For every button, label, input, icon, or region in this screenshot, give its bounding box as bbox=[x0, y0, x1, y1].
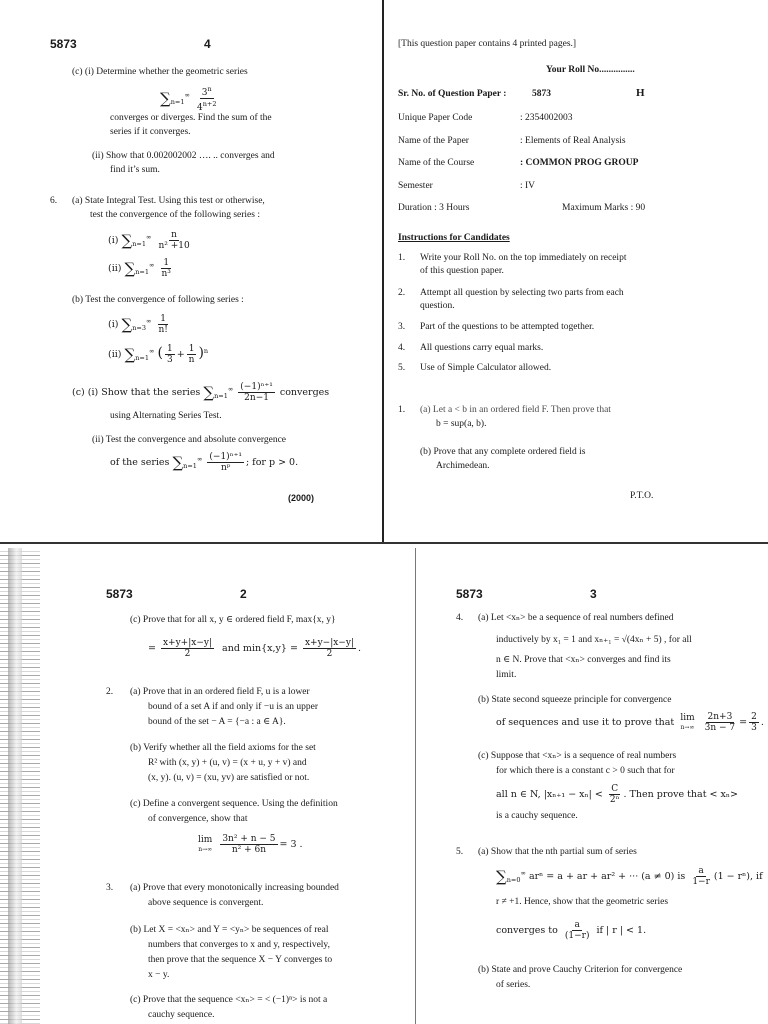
page-footer-code: (2000) bbox=[288, 493, 315, 503]
page-number: 2 bbox=[240, 587, 247, 601]
q5b-line2: of series. bbox=[496, 980, 531, 990]
page-number: 4 bbox=[204, 37, 211, 51]
q3c-line2: cauchy sequence. bbox=[148, 1010, 215, 1020]
page-divider-horizontal bbox=[0, 542, 768, 544]
q6-number: 6. bbox=[50, 196, 58, 206]
instruction-3: Part of the questions to be attempted together. bbox=[420, 322, 595, 332]
q5a-series-formula: $\sum_{n=0}^\infty$ arⁿ = a + ar + ar² + ··· (a ≠ 0) is $\frac{a}{1-r}$ (1 − rⁿ), if bbox=[496, 866, 763, 887]
info-label-paper: Name of the Paper bbox=[398, 136, 469, 146]
q4c-line4: is a cauchy sequence. bbox=[496, 811, 578, 821]
info-label-code: Unique Paper Code bbox=[398, 113, 473, 123]
info-label-course: Name of the Course bbox=[398, 158, 475, 168]
q2c-line1: (c) Define a convergent sequence. Using the definition bbox=[130, 799, 338, 809]
q1a-line1: (a) Let a < b in an ordered field F. Then prove that bbox=[420, 405, 611, 415]
page-4 bbox=[0, 0, 382, 542]
q6a-line1: (a) State Integral Test. Using this test or otherwise, bbox=[72, 196, 265, 206]
paper-code: 5873 bbox=[456, 587, 483, 601]
q6b-ii-formula: (ii) $\sum_{n=1}^\infty$ ( $\frac{1}{3}$ + $\frac{1}{n}$ )$^n$ bbox=[108, 344, 209, 365]
q2b-line1: (b) Verify whether all the field axioms for the set bbox=[130, 743, 316, 753]
header-note: [This question paper contains 4 printed pages.] bbox=[398, 39, 577, 49]
q5c-text-line2: converges or diverges. Find the sum of the bbox=[110, 113, 272, 123]
q5a-line3: r ≠ +1. Hence, show that the geometric series bbox=[496, 897, 669, 907]
q1a-line2: b = sup(a, b). bbox=[436, 419, 487, 429]
q5c-ii-line1: (ii) Show that 0.002002002 …. .. converges and bbox=[92, 151, 275, 161]
instruction-1-line1: Write your Roll No. on the top immediately on receipt bbox=[420, 253, 627, 263]
q3b-line2: numbers that converges to x and y, respectively, bbox=[148, 940, 330, 950]
instruction-4-number: 4. bbox=[398, 343, 406, 353]
info-value-semester: : IV bbox=[520, 181, 536, 191]
q2b-line3: (x, y). (u, v) = (xu, yv) are satisfied or not. bbox=[148, 773, 310, 783]
serial-label: Sr. No. of Question Paper : bbox=[398, 89, 507, 99]
q6b-line: (b) Test the convergence of following series : bbox=[72, 295, 244, 305]
q2a-line3: bound of the set − A = {−a : a ∈ A}. bbox=[148, 717, 286, 727]
q6a-i-formula: (i) $\sum_{n=1}^\infty$ $\frac{n}{\text{n² +10}}$ bbox=[108, 230, 190, 251]
q3b-line3: then prove that the sequence X − Y converges to bbox=[148, 955, 333, 965]
instruction-4: All questions carry equal marks. bbox=[420, 343, 544, 353]
q4a-line2: inductively by x₁ = 1 and xₙ₊₁ = √(4xₙ + 5) , for all bbox=[496, 635, 692, 645]
q1b-line2: Archimedean. bbox=[436, 461, 490, 471]
q4c-formula: all n ∈ N, |xₙ₊₁ − xₙ| < $\frac{C}{\text{2ⁿ}}$ . Then prove that < xₙ> bbox=[496, 784, 738, 805]
q2b-line2: R² with (x, y) + (u, v) = (x + u, y + v) and bbox=[148, 758, 307, 768]
q6c-i-line2: using Alternating Series Test. bbox=[110, 411, 222, 421]
q4c-line2: for which there is a constant c > 0 such that for bbox=[496, 766, 675, 776]
instruction-5-number: 5. bbox=[398, 363, 406, 373]
q3a-line1: (a) Prove that every monotonically increasing bounded bbox=[130, 883, 339, 893]
info-value-paper: : Elements of Real Analysis bbox=[520, 136, 626, 146]
q5c-ii-line2: find it’s sum. bbox=[110, 165, 160, 175]
q2c-line2: of convergence, show that bbox=[148, 814, 248, 824]
q3-number: 3. bbox=[106, 883, 114, 893]
q5a-line1: (a) Show that the nth partial sum of series bbox=[478, 847, 637, 857]
q4a-line4: limit. bbox=[496, 670, 517, 680]
scan-binding-shadow bbox=[8, 548, 22, 1024]
instruction-2-number: 2. bbox=[398, 288, 406, 298]
q1c-line1: (c) Prove that for all x, y ∈ ordered field F, max{x, y} bbox=[130, 615, 336, 625]
q1-number: 1. bbox=[398, 405, 406, 415]
q4c-line1: (c) Suppose that <xₙ> is a sequence of real numbers bbox=[478, 751, 677, 761]
serial-value: 5873 bbox=[532, 89, 551, 99]
instruction-2-line2: question. bbox=[420, 301, 455, 311]
q2a-line1: (a) Prove that in an ordered field F, u is a lower bbox=[130, 687, 310, 697]
q4b-line1: (b) State second squeeze principle for convergence bbox=[478, 695, 672, 705]
page-number: 3 bbox=[590, 587, 597, 601]
q5b-line1: (b) State and prove Cauchy Criterion for convergence bbox=[478, 965, 683, 975]
info-value-code: : 2354002003 bbox=[520, 113, 573, 123]
roll-number-field: Your Roll No............... bbox=[546, 65, 635, 75]
q6c-i-formula: (c) (i) Show that the series $\sum_{n=1}^\infty$ $\frac{\text{(−1)ⁿ⁺¹}}{2n-1}$ converges bbox=[72, 382, 330, 403]
duration: Duration : 3 Hours bbox=[398, 203, 470, 213]
instruction-5: Use of Simple Calculator allowed. bbox=[420, 363, 552, 373]
instruction-1-number: 1. bbox=[398, 253, 406, 263]
info-label-semester: Semester bbox=[398, 181, 433, 191]
q2-number: 2. bbox=[106, 687, 114, 697]
q6c-ii-line1: (ii) Test the convergence and absolute convergence bbox=[92, 435, 287, 445]
q4b-limit-formula: of sequences and use it to prove that lim n→∞ $\frac{2n+3}{3n - 7}$ = $\frac{2}{3}$ . bbox=[496, 712, 764, 733]
q5a-conv-formula: converges to $\frac{a}{(1-r)}$ if | r | < 1. bbox=[496, 920, 647, 941]
q4a-line1: (a) Let <xₙ> be a sequence of real numbers defined bbox=[478, 613, 674, 623]
max-marks: Maximum Marks : 90 bbox=[562, 203, 646, 213]
q2c-limit-formula: lim n→∞ $\frac{\text{3n² + n − 5}}{\text{n² + 6n}}$ = 3 . bbox=[198, 834, 303, 855]
instruction-1-line2: of this question paper. bbox=[420, 266, 504, 276]
info-value-course: : COMMON PROG GROUP bbox=[520, 158, 639, 168]
q5c-i-text: (c) (i) Determine whether the geometric series bbox=[72, 67, 248, 77]
instruction-2-line1: Attempt all question by selecting two parts from each bbox=[420, 288, 624, 298]
set-letter: H bbox=[636, 87, 645, 99]
q3c-line1: (c) Prove that the sequence <xₙ> = < (−1)ⁿ> is not a bbox=[130, 995, 328, 1005]
q6c-ii-formula: of the series $\sum_{n=1}^\infty$ $\frac{\text{(−1)ⁿ⁺¹}}{\text{nᵖ}}$ ; for p > 0. bbox=[110, 452, 299, 473]
paper-code: 5873 bbox=[106, 587, 133, 601]
page-3 bbox=[402, 548, 768, 1024]
paper-code: 5873 bbox=[50, 37, 77, 51]
q5c-series-formula: $\sum_{n=1}^\infty$ $\frac{3^n}{4^{n+2}}$ bbox=[160, 85, 217, 113]
page-2 bbox=[40, 548, 402, 1024]
q6a-line2: test the convergence of the following series : bbox=[90, 210, 260, 220]
page-1-cover bbox=[384, 0, 768, 542]
instruction-3-number: 3. bbox=[398, 322, 406, 332]
q3b-line1: (b) Let X = <xₙ> and Y = <yₙ> be sequences of real bbox=[130, 925, 329, 935]
instructions-title: Instructions for Candidates bbox=[398, 233, 510, 243]
q6b-i-formula: (i) $\sum_{n=3}^\infty$ $\frac{1}{n!}$ bbox=[108, 314, 168, 335]
q2a-line2: bound of a set A if and only if −u is an upper bbox=[148, 702, 318, 712]
q4a-line3: n ∈ N. Prove that <xₙ> converges and find its bbox=[496, 655, 671, 665]
q4-number: 4. bbox=[456, 613, 464, 623]
pto-label: P.T.O. bbox=[630, 491, 654, 501]
q3a-line2: above sequence is convergent. bbox=[148, 898, 264, 908]
q6a-ii-formula: (ii) $\sum_{n=1}^\infty$ $\frac{1}{\text{n³}}$ bbox=[108, 258, 171, 279]
q5-number: 5. bbox=[456, 847, 464, 857]
q1b-line1: (b) Prove that any complete ordered field is bbox=[420, 447, 586, 457]
q3b-line4: x − y. bbox=[148, 970, 170, 980]
q1c-formula: = $\frac{x+y+|x-y|}{2}$ and min{x,y} = $\frac{x+y-|x-y|}{2}$ . bbox=[148, 638, 361, 659]
q5c-text-line3: series if it converges. bbox=[110, 127, 191, 137]
